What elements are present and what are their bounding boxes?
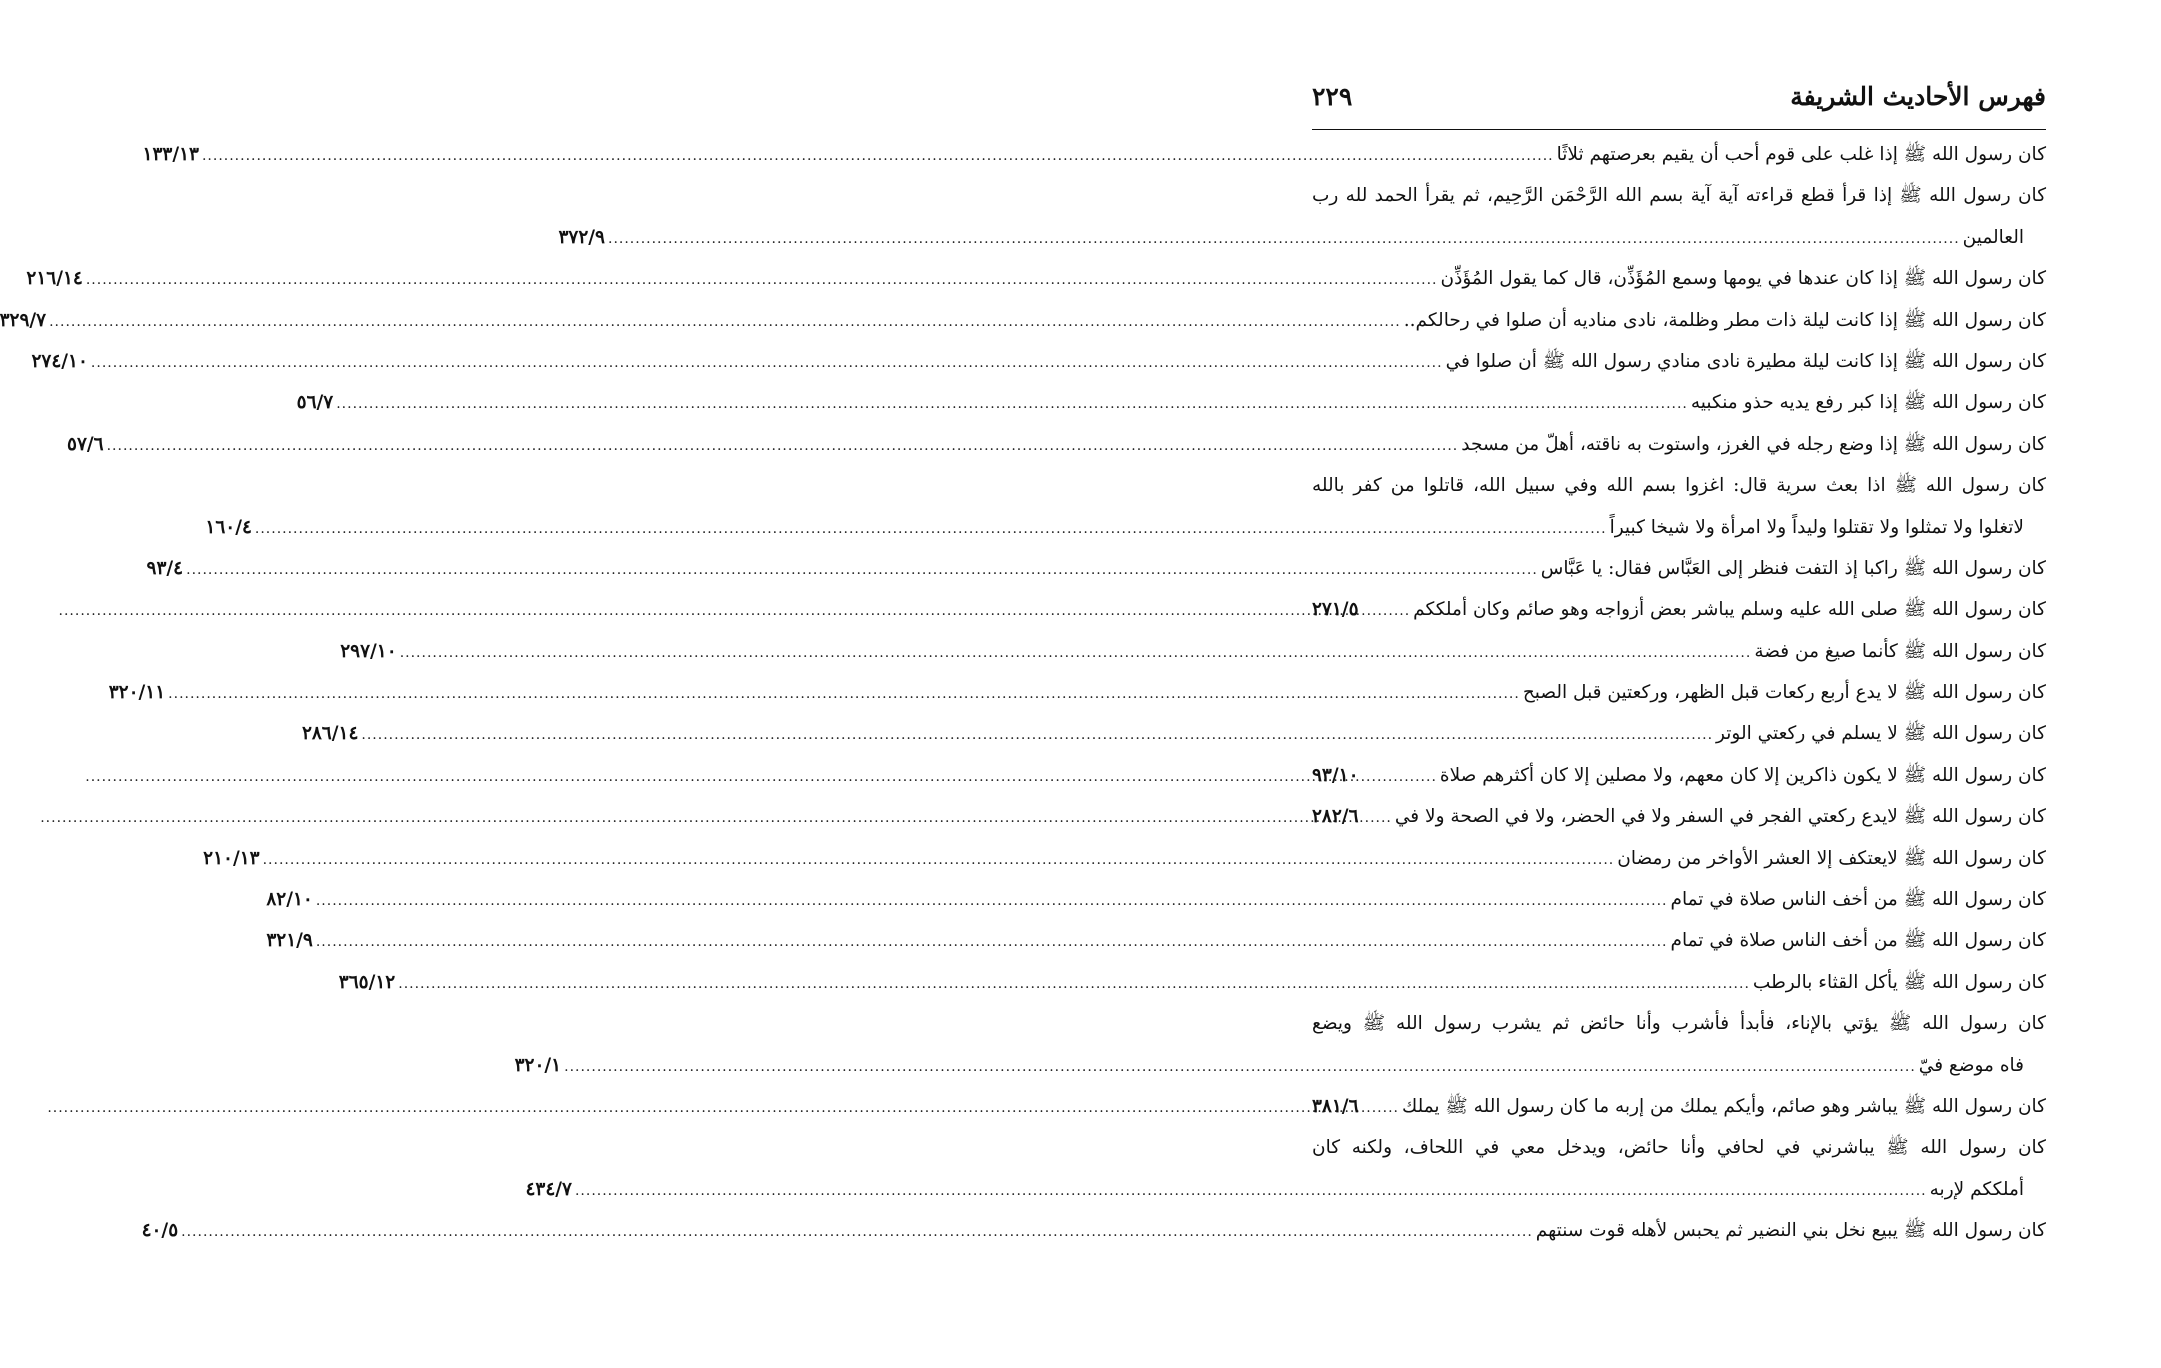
dot-leader <box>564 1059 1916 1075</box>
entry-reference: ٥٧/٦ <box>67 433 104 455</box>
entry-text: كان رسول الله ﷺ لا يدع أربع ركعات قبل الظهر، وركعتين قبل الصبح <box>1522 682 2046 704</box>
index-entry <box>141 1220 2046 1261</box>
entry-reference: ١٦٠/٤ <box>205 516 252 538</box>
entry-line <box>26 268 2046 309</box>
dot-leader <box>255 521 1607 537</box>
entry-reference: ٤٠/٥ <box>141 1220 179 1242</box>
index-entry <box>558 185 2046 268</box>
dot-leader <box>186 562 1538 578</box>
entry-line <box>1312 1137 2046 1178</box>
dot-leader <box>316 893 1668 909</box>
dot-leader <box>316 934 1668 950</box>
entry-reference: ٢١٠/١٣ <box>203 847 260 869</box>
entry-line <box>146 557 2046 599</box>
index-entry <box>31 350 2046 392</box>
entry-reference: ٣٧٢/٩ <box>558 226 605 248</box>
index-entry <box>108 682 2046 723</box>
entry-line <box>266 889 2046 930</box>
entry-text: كان رسول الله ﷺ لايدع ركعتي الفجر في السفر ولا في الحضر، ولا في الصحة ولا في <box>1394 806 2046 828</box>
dot-leader <box>91 355 1443 371</box>
page-header <box>1312 72 2046 120</box>
entry-text: كان رسول الله ﷺ كأنما صيغ من فضة <box>1754 640 2046 662</box>
index-entry <box>525 1137 2046 1220</box>
entry-text: كان رسول الله ﷺ إذا قرأ قطع قراءته آية آية بسم الله الرَّحْمَن الرَّحِيم، ثم يقرأ الحمد لله رب <box>1312 185 2046 207</box>
dot-leader <box>1362 603 1411 619</box>
index-entry <box>67 433 2046 475</box>
entry-reference: ٢٨٢/٦ <box>1312 806 1359 828</box>
entry-text: كان رسول الله ﷺ يبيع نخل بني النضير ثم يحبس لأهله قوت سنتهم <box>1535 1220 2046 1242</box>
entry-line <box>296 392 2046 433</box>
dot-leader <box>575 1183 1927 1199</box>
entry-line <box>1312 806 2046 847</box>
entry-text: كان رسول الله ﷺ يأكل القثاء بالرطب <box>1752 971 2046 993</box>
entry-reference: ٩٣/١٠ <box>1312 764 1359 786</box>
entry-line <box>266 930 2046 971</box>
page-title: فهرس الأحاديث الشريفة <box>1790 81 2046 111</box>
entry-line <box>31 350 2046 392</box>
entry-line <box>1312 475 2046 516</box>
entry-reference: ٢٧١/٥ <box>1312 599 1359 621</box>
entry-line <box>205 516 2046 558</box>
entry-text: كان رسول الله ﷺ لايعتكف إلا العشر الأواخر من رمضان <box>1617 847 2046 869</box>
entry-reference: ٣٨١/٦ <box>1312 1095 1359 1117</box>
index-entry <box>266 889 2046 930</box>
entry-text: كان رسول الله ﷺ يباشرني في لحافي وأنا حائض، ويدخل معي في اللحاف، ولكنه كان <box>1312 1137 2046 1159</box>
entry-text: كان رسول الله ﷺ يباشر وهو صائم، وأيكم يملك من إربه ما كان رسول الله ﷺ يملك <box>1401 1095 2046 1117</box>
index-entry <box>340 640 2046 682</box>
dot-leader <box>400 645 1752 661</box>
hadith-index-list <box>0 144 2046 1262</box>
page-number: ٢٢٩ <box>1312 81 1353 111</box>
entry-text: لاتغلوا ولا تمثلوا ولا تقتلوا وليداً ولا امرأة ولا شيخا كبيراً <box>1609 516 2024 538</box>
entry-reference: ٨٢/١٠ <box>266 889 313 911</box>
index-entry <box>203 847 2046 889</box>
index-entry <box>146 557 2046 599</box>
entry-line <box>108 682 2046 723</box>
entry-reference: ٣٢١/٩ <box>266 930 313 952</box>
entry-reference: ٥٦/٧ <box>296 392 334 414</box>
entry-text: كان رسول الله ﷺ إذا كانت ليلة مطيرة نادى منادي رسول الله ﷺ أن صلوا في <box>1445 350 2046 372</box>
entry-text: كان رسول الله ﷺ لا يكون ذاكرين إلا كان معهم، ولا مصلين إلا كان أكثرهم صلاة <box>1439 764 2046 786</box>
entry-line <box>514 1054 2046 1096</box>
dot-leader <box>107 438 1459 454</box>
index-entry <box>205 475 2046 558</box>
entry-text: كان رسول الله ﷺ من أخف الناس صلاة في تمام <box>1670 930 2046 952</box>
entry-text: كان رسول الله ﷺ يؤتي بالإناء، فأبدأ فأشرب وأنا حائض ثم يشرب رسول الله ﷺ ويضع <box>1312 1013 2046 1035</box>
entry-text: كان رسول الله ﷺ إذا كبر رفع يديه حذو منكبيه <box>1690 392 2046 414</box>
dot-leader <box>1362 810 1392 826</box>
index-entry <box>266 930 2046 971</box>
entry-line <box>1312 185 2046 226</box>
entry-text: كان رسول الله ﷺ اذا بعث سرية قال: اغزوا بسم الله وفي سبيل الله، قاتلوا من كفر بالله <box>1312 475 2046 497</box>
index-entry <box>296 392 2046 433</box>
entry-line <box>0 309 2046 351</box>
entry-line <box>338 971 2046 1013</box>
entry-text: كان رسول الله ﷺ إذا غلب على قوم أحب أن يقيم بعرصتهم ثلاثًا <box>1556 144 2046 165</box>
dot-leader <box>1362 1100 1399 1116</box>
entry-reference: ٣٢٠/١١ <box>108 682 166 704</box>
entry-reference: ٣٦٥/١٢ <box>338 971 396 993</box>
entry-reference: ٣٢٩/٧ <box>0 309 47 331</box>
entry-reference: ٩٣/٤ <box>146 557 184 579</box>
index-entry <box>1312 1096 2046 1137</box>
entry-text: كان رسول الله ﷺ إذا كانت ليلة ذات مطر وظلمة، نادى مناديه أن صلوا في رحالكم.. <box>1403 309 2046 331</box>
entry-text: أملككم لإربه <box>1929 1178 2024 1200</box>
entry-reference: ٤٣٤/٧ <box>525 1178 572 1200</box>
dot-leader <box>181 1224 1533 1240</box>
entry-text: العالمين <box>1962 226 2024 248</box>
entry-reference: ٢١٦/١٤ <box>26 268 83 290</box>
entry-reference: ٢٨٦/١٤ <box>301 723 359 745</box>
dot-leader <box>49 314 1401 330</box>
entry-text: كان رسول الله ﷺ راكبا إذ التفت فنظر إلى العَبَّاس فقال: يا عَبَّاس <box>1540 557 2046 579</box>
entry-line <box>141 1220 2046 1261</box>
entry-text: كان رسول الله ﷺ صلى الله عليه وسلم يباشر بعض أزواجه وهو صائم وكان أملككم <box>1413 599 2046 621</box>
index-entry <box>0 309 2046 351</box>
entry-reference: ٢٧٤/١٠ <box>31 350 88 372</box>
entry-line <box>1312 1096 2046 1137</box>
entry-line <box>67 433 2046 475</box>
entry-line <box>203 847 2046 889</box>
entry-reference: ٣٢٠/١ <box>514 1054 562 1076</box>
entry-line <box>1312 1013 2046 1054</box>
entry-line <box>301 723 2046 764</box>
index-entry <box>26 268 2046 309</box>
entry-reference: ١٣٣/١٣ <box>142 144 199 165</box>
entry-text: كان رسول الله ﷺ إذا كان عندها في يومها وسمع المُؤَذِّن، قال كما يقول المُؤَذِّن <box>1440 268 2046 290</box>
dot-leader <box>398 976 1750 992</box>
index-entry <box>1312 599 2046 640</box>
dot-leader <box>336 396 1688 412</box>
dot-leader <box>608 231 1960 247</box>
entry-text: كان رسول الله ﷺ إذا وضع رجله في الغرز، واستوت به ناقته، أهلّ من مسجد <box>1461 433 2046 455</box>
entry-line <box>525 1178 2046 1220</box>
entry-line <box>1312 765 2046 806</box>
entry-line <box>142 144 2046 185</box>
dot-leader <box>86 272 1438 288</box>
dot-leader <box>361 727 1713 743</box>
entry-line <box>1312 599 2046 640</box>
dot-leader <box>202 148 1554 164</box>
index-entry <box>514 1013 2046 1096</box>
dot-leader <box>263 852 1615 868</box>
index-entry <box>142 144 2046 185</box>
entry-line <box>558 226 2046 268</box>
entry-text: فاه موضع فيّ <box>1918 1054 2024 1076</box>
header-rule <box>1312 129 2046 130</box>
index-entry <box>338 971 2046 1013</box>
index-entry <box>1312 806 2046 847</box>
entry-text: كان رسول الله ﷺ لا يسلم في ركعتي الوتر <box>1716 723 2046 745</box>
dot-leader <box>1362 769 1437 785</box>
entry-text: كان رسول الله ﷺ من أخف الناس صلاة في تمام <box>1670 889 2046 911</box>
entry-reference: ٢٩٧/١٠ <box>340 640 397 662</box>
dot-leader <box>168 686 1520 702</box>
entry-line <box>340 640 2046 682</box>
index-entry <box>301 723 2046 764</box>
index-entry <box>1312 765 2046 806</box>
